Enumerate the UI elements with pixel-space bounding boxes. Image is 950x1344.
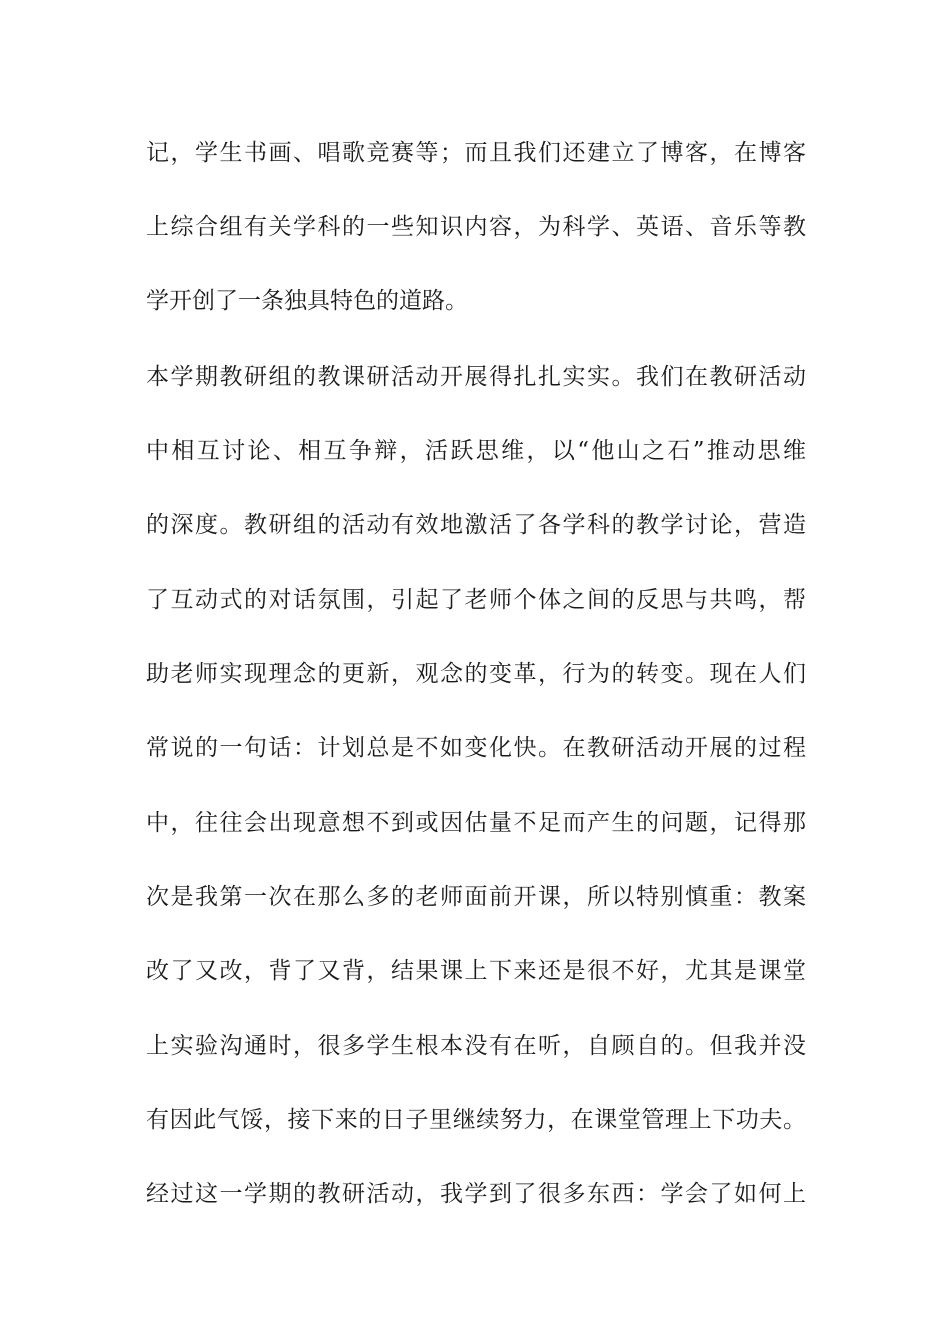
text-line: 常说的一句话：计划总是不如变化快。在教研活动开展的过程 bbox=[146, 735, 806, 761]
text-line: 了互动式的对话氛围，引起了老师个体之间的反思与共鸣，帮 bbox=[146, 587, 806, 613]
text-line: 次是我第一次在那么多的老师面前开课，所以特别慎重：教案 bbox=[146, 884, 806, 910]
text-line: 的深度。教研组的活动有效地激活了各学科的教学讨论，营造 bbox=[146, 512, 806, 538]
text-line: 中，往往会出现意想不到或因估量不足而产生的问题，记得那 bbox=[146, 810, 806, 836]
text-line: 记，学生书画、唱歌竞赛等；而且我们还建立了博客，在博客 bbox=[146, 140, 806, 166]
text-line: 上实验沟通时，很多学生根本没有在听，自顾自的。但我并没 bbox=[146, 1033, 806, 1059]
text-line: 学开创了一条独具特色的道路。 bbox=[146, 288, 468, 314]
text-line: 改了又改，背了又背，结果课上下来还是很不好，尤其是课堂 bbox=[146, 958, 806, 984]
text-line: 中相互讨论、相互争辩，活跃思维，以“他山之石”推动思维 bbox=[146, 438, 806, 464]
text-line: 上综合组有关学科的一些知识内容，为科学、英语、音乐等教 bbox=[146, 214, 806, 240]
text-line: 助老师实现理念的更新，观念的变革，行为的转变。现在人们 bbox=[146, 661, 806, 687]
text-line: 有因此气馁，接下来的日子里继续努力，在课堂管理上下功夫。 bbox=[146, 1107, 806, 1133]
text-line: 经过这一学期的教研活动，我学到了很多东西：学会了如何上 bbox=[146, 1181, 806, 1207]
text-line: 本学期教研组的教课研活动开展得扎扎实实。我们在教研活动 bbox=[146, 364, 806, 390]
